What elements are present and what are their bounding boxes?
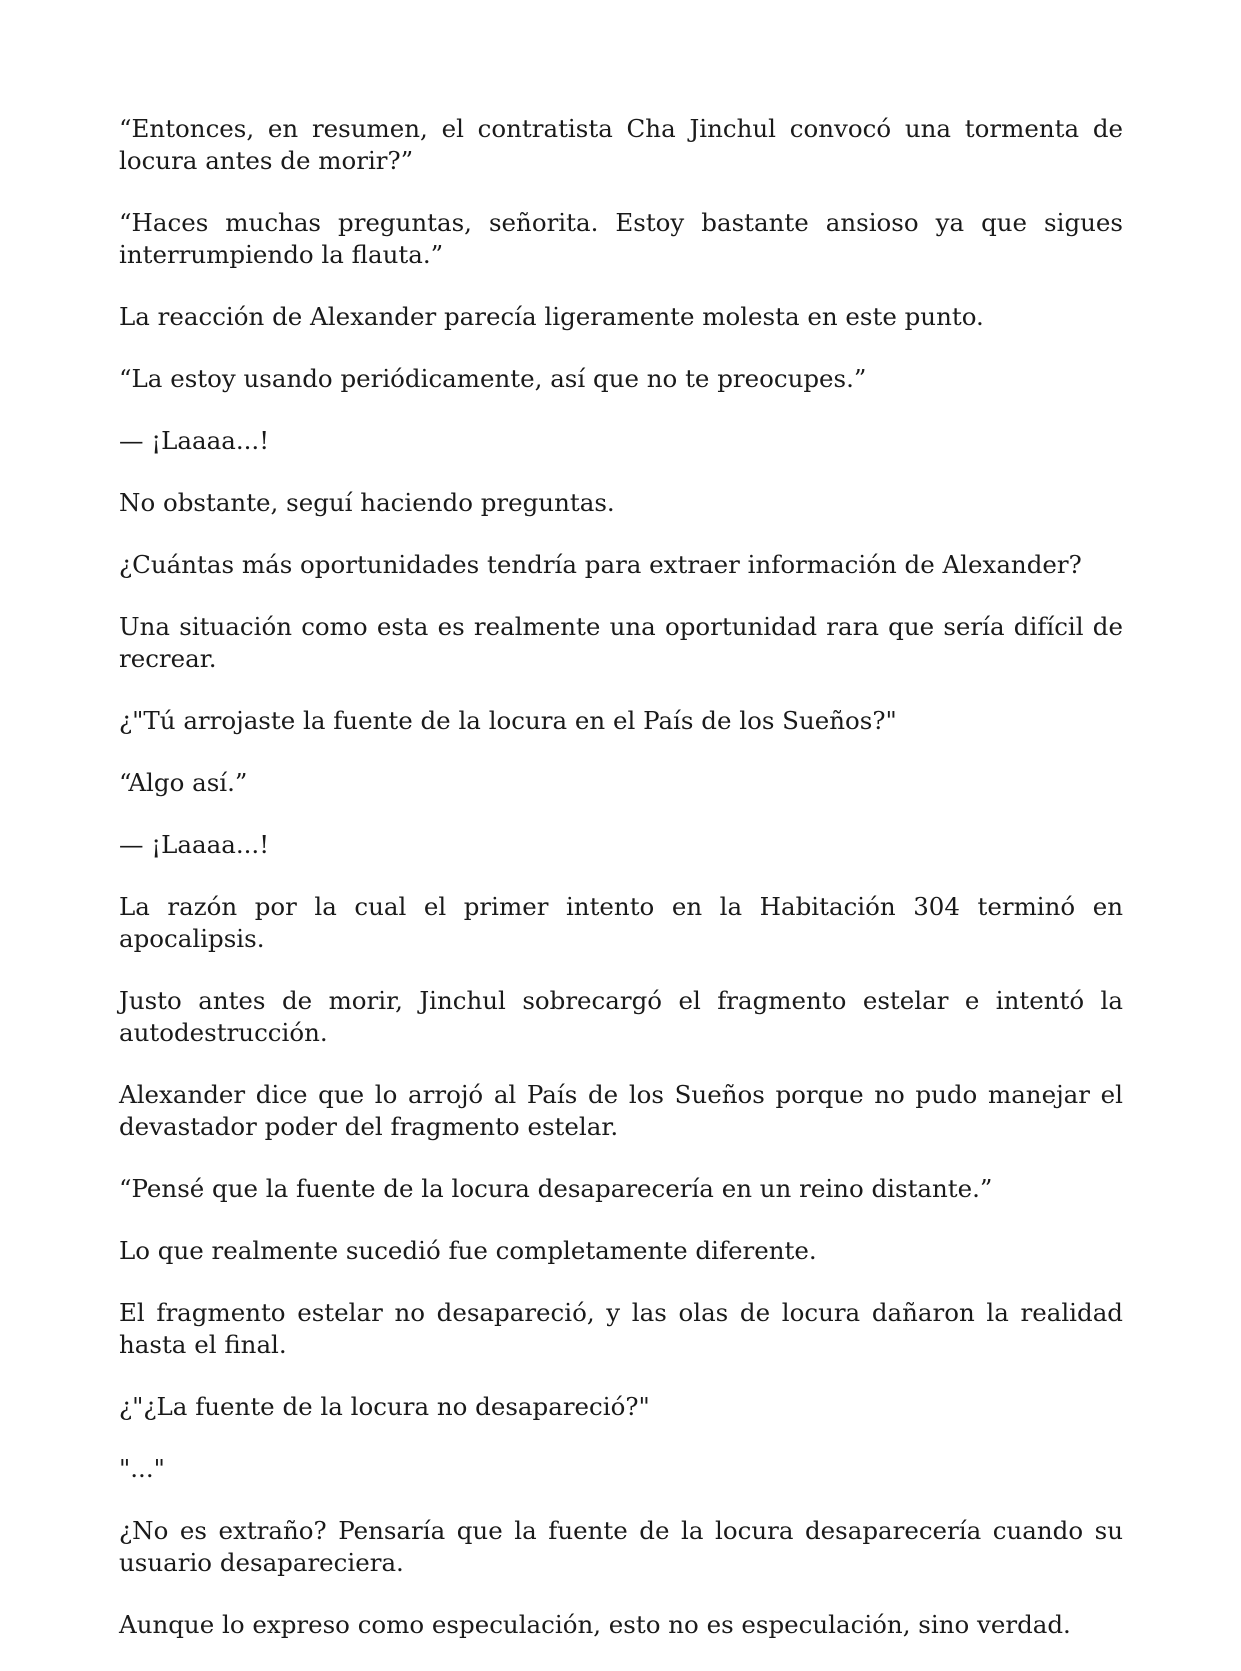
paragraph: — ¡Laaaa...!	[119, 426, 270, 455]
paragraph: ¿"¿La fuente de la locura no desapareció?"	[119, 1392, 650, 1421]
paragraph: El fragmento estelar no desapareció, y las olas de locura dañaron la realidad hasta el final.	[119, 1298, 1131, 1359]
paragraph: La razón por la cual el primer intento en la Habitación 304 terminó en apocalipsis.	[119, 892, 1131, 953]
paragraph: ¿No es extraño? Pensaría que la fuente de la locura desaparecería cuando su usuario desapareciera.	[119, 1516, 1131, 1577]
paragraph: “La estoy usando periódicamente, así que no te preocupes.”	[119, 364, 867, 393]
paragraph: La reacción de Alexander parecía ligeramente molesta en este punto.	[119, 302, 984, 331]
paragraph: “Algo así.”	[119, 768, 248, 797]
body-text	[119, 113, 1131, 1671]
paragraph: “Haces muchas preguntas, señorita. Estoy bastante ansioso ya que sigues interrumpiendo la flauta.”	[119, 208, 1131, 269]
paragraph: Justo antes de morir, Jinchul sobrecargó el fragmento estelar e intentó la autodestrucción.	[119, 986, 1131, 1047]
paragraph: — ¡Laaaa...!	[119, 830, 270, 859]
paragraph: “Pensé que la fuente de la locura desaparecería en un reino distante.”	[119, 1174, 993, 1203]
paragraph: Alexander dice que lo arrojó al País de los Sueños porque no pudo manejar el devastador poder del fragmento estelar.	[119, 1080, 1131, 1141]
paragraph: ¿Cuántas más oportunidades tendría para extraer información de Alexander?	[119, 550, 1082, 579]
paragraph: ¿"Tú arrojaste la fuente de la locura en el País de los Sueños?"	[119, 706, 897, 735]
paragraph: Una situación como esta es realmente una oportunidad rara que sería difícil de recrear.	[119, 612, 1131, 673]
paragraph: No obstante, seguí haciendo preguntas.	[119, 488, 615, 517]
paragraph: "..."	[119, 1454, 165, 1483]
paragraph: “Entonces, en resumen, el contratista Cha Jinchul convocó una tormenta de locura antes de morir?”	[119, 114, 1131, 175]
paragraph: Lo que realmente sucedió fue completamente diferente.	[119, 1236, 817, 1265]
paragraph: Aunque lo expreso como especulación, esto no es especulación, sino verdad.	[119, 1610, 1071, 1639]
